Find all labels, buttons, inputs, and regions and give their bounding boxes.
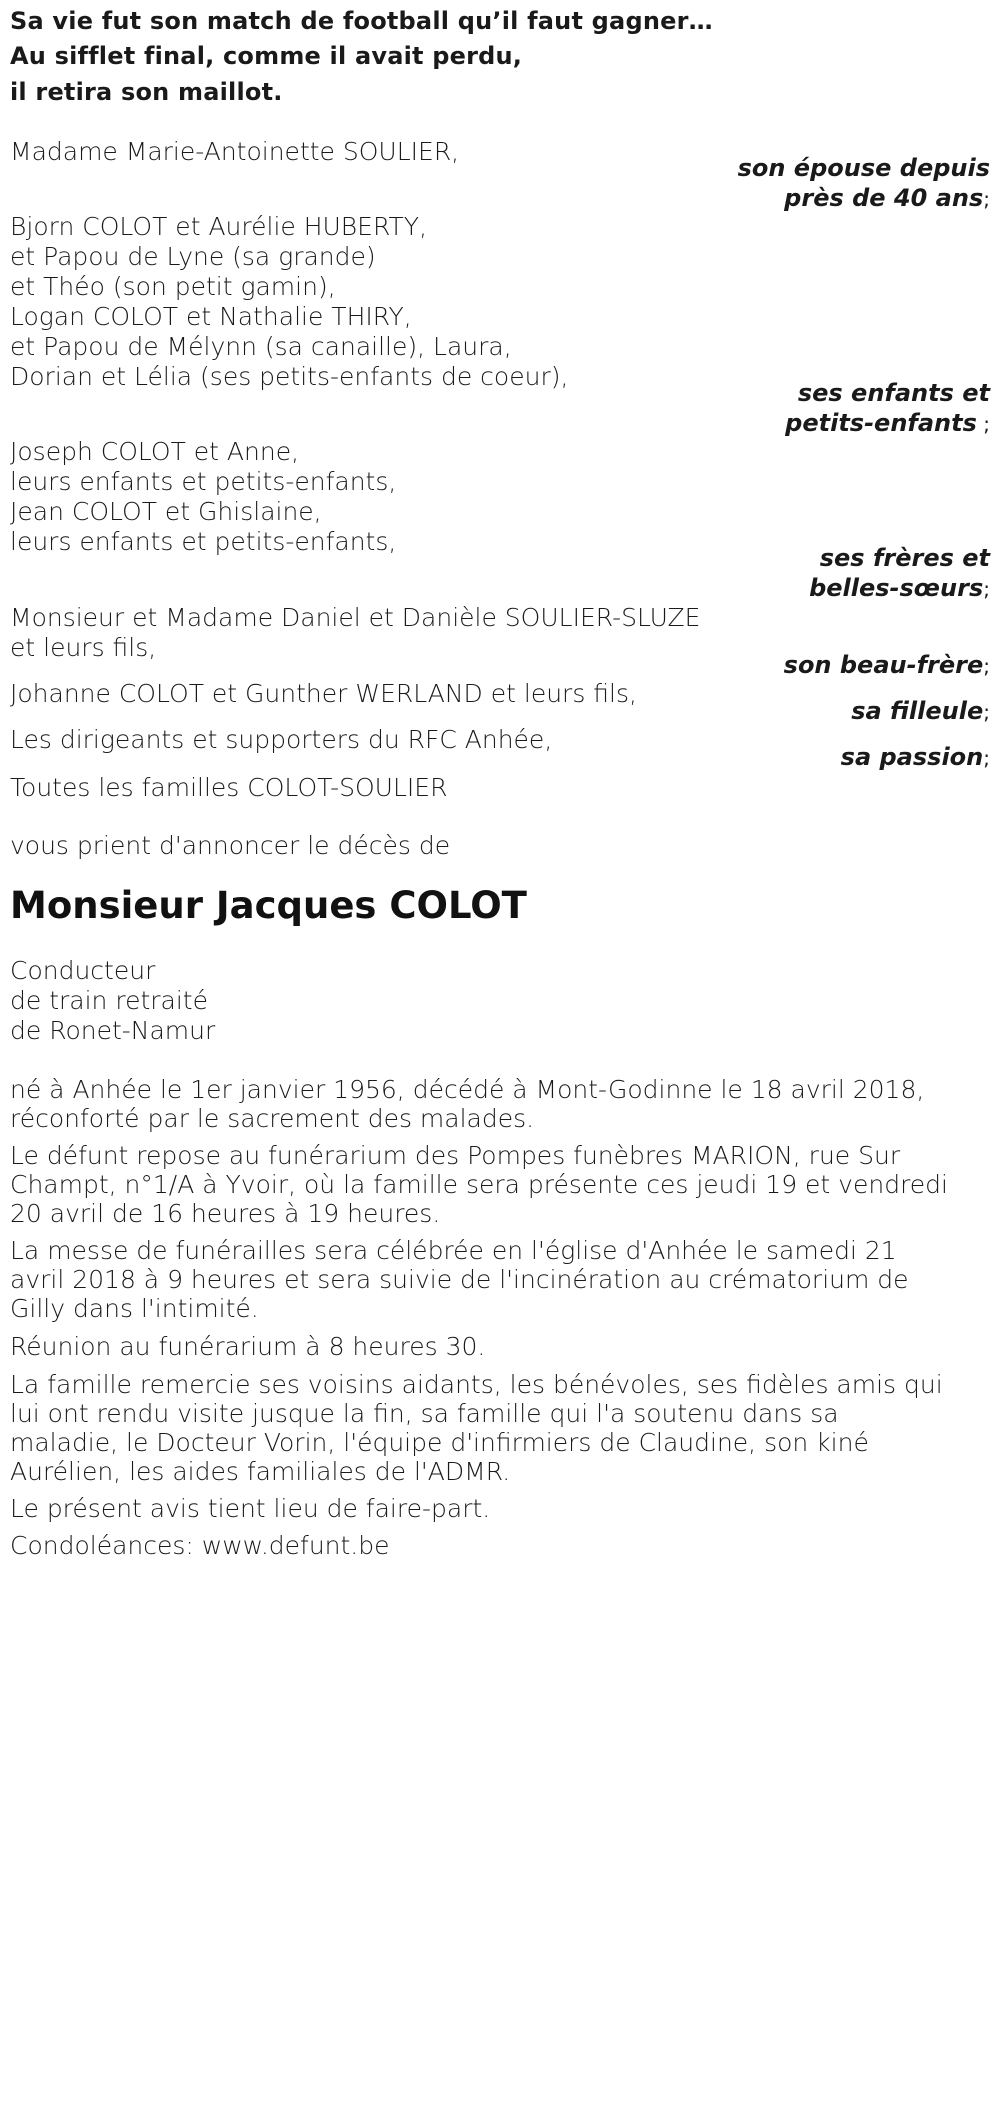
poem-line: il retira son maillot. [10,78,283,106]
relation-label: près de 40 ans; [784,184,990,212]
relation-label: ses frères et [819,544,990,572]
details-line: Champt, n°1/A à Yvoir, où la famille sera présente ces jeudi 19 et vendredi [10,1170,948,1199]
poem-line: Au sifflet final, comme il avait perdu, [10,42,523,70]
occupation-line: de train retraité [10,986,208,1015]
relation-label: sa filleule; [851,697,990,725]
condolences-line: Condoléances: www.defunt.be [10,1531,390,1560]
relation-label: sa passion; [840,743,990,771]
details-line: Le présent avis tient lieu de faire-part. [10,1494,491,1523]
details-line: La famille remercie ses voisins aidants, les bénévoles, ses fidèles amis qui [10,1370,943,1399]
family-member-line: Toutes les familles COLOT-SOULIER [10,773,448,802]
details-line: Réunion au funérarium à 8 heures 30. [10,1332,486,1361]
details-line: maladie, le Docteur Vorin, l'équipe d'infirmiers de Claudine, son kiné [10,1428,869,1457]
family-member-line: et leurs fils, [10,633,157,662]
details-line: 20 avril de 16 heures à 19 heures. [10,1199,441,1228]
poem-line: Sa vie fut son match de football qu’il faut gagner… [10,7,713,35]
family-member-line: leurs enfants et petits-enfants, [10,527,397,556]
relation-label: son épouse depuis [737,154,990,182]
family-member-line: Dorian et Lélia (ses petits-enfants de coeur), [10,362,569,391]
announcement-text: vous prient d'annoncer le décès de [10,831,451,860]
occupation-line: Conducteur [10,956,156,985]
family-member-line: leurs enfants et petits-enfants, [10,467,397,496]
family-member-line: Jean COLOT et Ghislaine, [10,497,322,526]
family-member-line: et Papou de Lyne (sa grande) [10,242,376,271]
family-member-line: et Théo (son petit gamin), [10,272,336,301]
details-line: avril 2018 à 9 heures et sera suivie de l'incinération au crématorium de [10,1265,909,1294]
family-member-line: Joseph COLOT et Anne, [10,437,300,466]
details-line: Aurélien, les aides familiales de l'ADMR. [10,1457,511,1486]
details-line: Le défunt repose au funérarium des Pompes funèbres MARION, rue Sur [10,1141,901,1170]
details-line: réconforté par le sacrement des malades. [10,1104,535,1133]
family-member-line: Johanne COLOT et Gunther WERLAND et leurs fils, [10,679,637,708]
details-line: lui ont rendu visite jusque la fin, sa famille qui l'a soutenu dans sa [10,1399,839,1428]
family-member-line: Monsieur et Madame Daniel et Danièle SOULIER-SLUZE [10,603,701,632]
details-line: né à Anhée le 1er janvier 1956, décédé à Mont-Godinne le 18 avril 2018, [10,1075,925,1104]
relation-label: petits-enfants ; [785,409,990,437]
details-line: Gilly dans l'intimité. [10,1294,259,1323]
family-member-line: Madame Marie-Antoinette SOULIER, [10,137,460,166]
relation-label: son beau-frère; [783,651,990,679]
family-member-line: Logan COLOT et Nathalie THIRY, [10,302,412,331]
details-line: La messe de funérailles sera célébrée en l'église d'Anhée le samedi 21 [10,1236,897,1265]
family-member-line: et Papou de Mélynn (sa canaille), Laura, [10,332,512,361]
deceased-name: Monsieur Jacques COLOT [10,884,527,927]
relation-label: belles-sœurs; [809,574,990,602]
family-member-line: Les dirigeants et supporters du RFC Anhée, [10,725,553,754]
occupation-line: de Ronet-Namur [10,1016,216,1045]
relation-label: ses enfants et [797,379,990,407]
family-member-line: Bjorn COLOT et Aurélie HUBERTY, [10,212,428,241]
